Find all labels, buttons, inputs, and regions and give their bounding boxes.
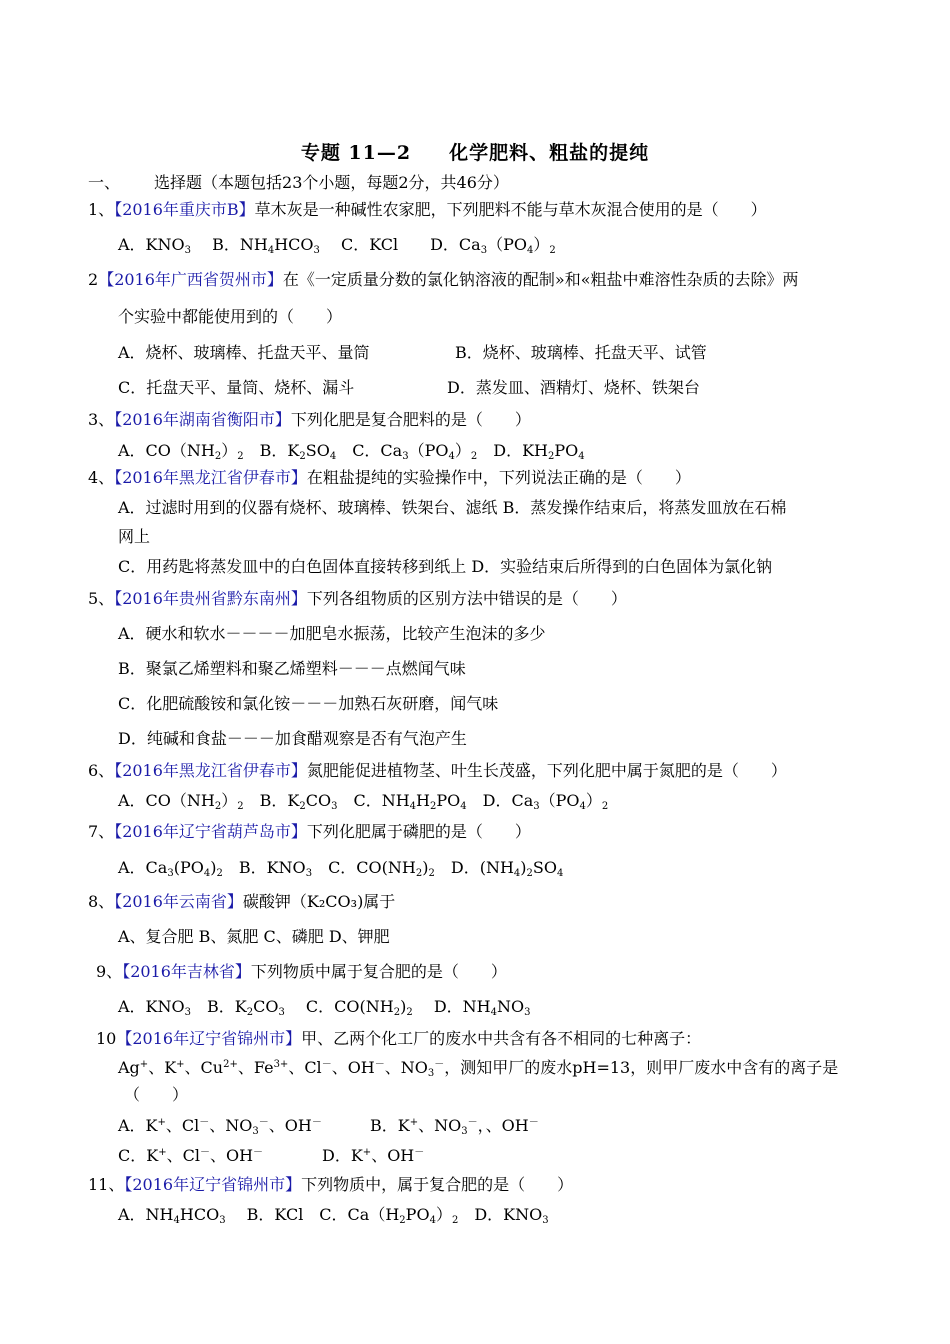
question-4-options-cd: C．用药匙将蒸发皿中的白色固体直接转移到纸上 D．实验结束后所得到的白色固体为氯化钠 [118,557,773,576]
question-stem: 碳酸钾（K₂CO₃)属于 [242,892,396,911]
question-stem: 在粗盐提纯的实验操作中，下列说法正确的是（ ） [306,468,691,487]
question-source: 【2016年辽宁省锦州市】 [116,1029,302,1048]
question-4-options-ab: A．过滤时用到的仪器有烧杯、玻璃棒、铁架台、滤纸 B．蒸发操作结束后，将蒸发皿放在石棉 [118,498,787,517]
question-2-option-b: B．烧杯、玻璃棒、托盘天平、试管 [455,343,707,362]
section-text: 选择题（本题包括23个小题，每题2分，共46分） [154,173,509,192]
question-7: 7、【2016年辽宁省葫芦岛市】下列化肥属于磷肥的是（ ） [88,822,531,841]
question-4-options-ab-cont: 网上 [118,527,151,546]
question-source: 【2016年辽宁省葫芦岛市】 [114,822,307,841]
question-10-option-d: D．K+、OH－ [322,1146,425,1165]
question-10-stem-cont: ，测知甲厂的废水pH=13，则甲厂废水中含有的离子是 [444,1058,839,1077]
question-11: 11、【2016年辽宁省锦州市】下列物质中，属于复合肥的是（ ） [88,1175,574,1194]
question-1-options: A．$KNO_3$ B．$NH_4HCO_3$ C．KCl D．$Ca_3(PO_4)_2$ [118,235,556,256]
question-2-option-c: C．托盘天平、量筒、烧杯、漏斗 [118,378,355,397]
question-7-options: A．$Ca_3(PO_4)_2$ B．$KNO_3$ C．$CO(NH_2)_2$ D．$(NH_4)_2SO_4$ [118,858,564,879]
section-number: 一、 [88,173,121,192]
question-4: 4、【2016年黑龙江省伊春市】在粗盐提纯的实验操作中，下列说法正确的是（ ） [88,468,691,487]
question-source: 【2016年广西省贺州市】 [98,270,283,289]
section-heading [88,172,509,194]
question-10-option-c: C．K+、Cl－、OH－ [118,1146,264,1165]
question-5-option-d: D．纯碱和食盐－－－加食醋观察是否有气泡产生 [118,729,467,748]
question-10-option-a: A．K+、Cl－、$NO_3^-$、OH－ [118,1116,322,1137]
question-5-option-b: B．聚氯乙烯塑料和聚乙烯塑料－－－点燃闻气味 [118,659,466,678]
question-11-options: A．$NH_4HCO_3$ B．KCl C．$Ca(H_2PO_4)_2$ D．$KNO_3$ [118,1205,549,1226]
question-source: 【2016年云南省】 [114,892,243,911]
question-source: 【2016年辽宁省锦州市】 [124,1175,302,1194]
question-stem: 下列物质中，属于复合肥的是（ ） [301,1175,574,1194]
question-source: 【2016年吉林省】 [122,962,251,981]
question-10-option-b: B．K+、$NO_3^-$，、OH－ [370,1116,539,1137]
question-stem: 下列物质中属于复合肥的是（ ） [250,962,507,981]
question-source: 【2016年重庆市B】 [114,200,255,219]
question-2-stem-cont: 个实验中都能使用到的（ ） [118,307,343,326]
question-3: 3、【2016年湖南省衡阳市】下列化肥是复合肥料的是（ ） [88,410,531,429]
question-stem: 下列化肥是复合肥料的是（ ） [290,410,531,429]
question-5: 5、【2016年贵州省黔东南州】下列各组物质的区别方法中错误的是（ ） [88,589,627,608]
question-stem: 草木灰是一种碱性农家肥，下列肥料不能与草木灰混合使用的是（ ） [254,200,767,219]
question-stem: 氮肥能促进植物茎、叶生长茂盛，下列化肥中属于氮肥的是（ ） [306,761,787,780]
question-stem: 在《一定质量分数的氯化钠溶液的配制»和«粗盐中难溶性杂质的去除》两 [282,270,799,289]
question-10: 10【2016年辽宁省锦州市】甲、乙两个化工厂的废水中共含有各不相同的七种离子： [96,1029,702,1048]
question-6: 6、【2016年黑龙江省伊春市】氮肥能促进植物茎、叶生长茂盛，下列化肥中属于氮肥的是（ ） [88,761,787,780]
question-source: 【2016年湖南省衡阳市】 [114,410,291,429]
question-10-answer-paren: （ ） [124,1085,189,1104]
question-8: 8、【2016年云南省】碳酸钾（K₂CO₃)属于 [88,892,396,911]
page-title: 专题 11—2 化学肥料、粗盐的提纯 [300,142,650,164]
question-stem: 下列化肥属于磷肥的是（ ） [306,822,531,841]
question-source: 【2016年贵州省黔东南州】 [114,589,307,608]
question-2: 2【2016年广西省贺州市】在《一定质量分数的氯化钠溶液的配制»和«粗盐中难溶性杂质的去除》两 [88,270,799,289]
question-9: 9、【2016年吉林省】下列物质中属于复合肥的是（ ） [96,962,507,981]
question-1: 1、【2016年重庆市B】草木灰是一种碱性农家肥，下列肥料不能与草木灰混合使用的是（ ） [88,200,767,219]
question-5-option-a: A．硬水和软水－－－－加肥皂水振荡，比较产生泡沫的多少 [118,624,546,643]
question-2-option-d: D．蒸发皿、酒精灯、烧杯、铁架台 [447,378,700,397]
question-2-option-a: A．烧杯、玻璃棒、托盘天平、量筒 [118,343,370,362]
question-source: 【2016年黑龙江省伊春市】 [114,468,307,487]
question-9-options: A．$KNO_3$ B．$K_2CO_3$ C．$CO(NH_2)_2$ D．$NH_4NO_3$ [118,997,531,1018]
question-stem: 下列各组物质的区别方法中错误的是（ ） [306,589,627,608]
question-10-ions: Ag+、K+、$Cu^{2+}$、$Fe^{3+}$、Cl－、OH－、$NO_3^-$，测知甲厂的废水pH=13，则甲厂废水中含有的离子是 [118,1058,839,1079]
question-stem: 甲、乙两个化工厂的废水中共含有各不相同的七种离子： [301,1029,702,1048]
question-source: 【2016年黑龙江省伊春市】 [114,761,307,780]
question-3-options: A．$CO(NH_2)_2$ B．$K_2SO_4$ C．$Ca_3(PO_4)_2$ D．$KH_2PO_4$ [118,441,585,462]
question-8-options: A、复合肥 B、氮肥 C、磷肥 D、钾肥 [118,927,390,946]
question-6-options: A．$CO(NH_2)_2$ B．$K_2CO_3$ C．$NH_4H_2PO_4$ D．$Ca_3(PO_4)_2$ [118,791,609,812]
question-5-option-c: C．化肥硫酸铵和氯化铵－－－加熟石灰研磨，闻气味 [118,694,499,713]
